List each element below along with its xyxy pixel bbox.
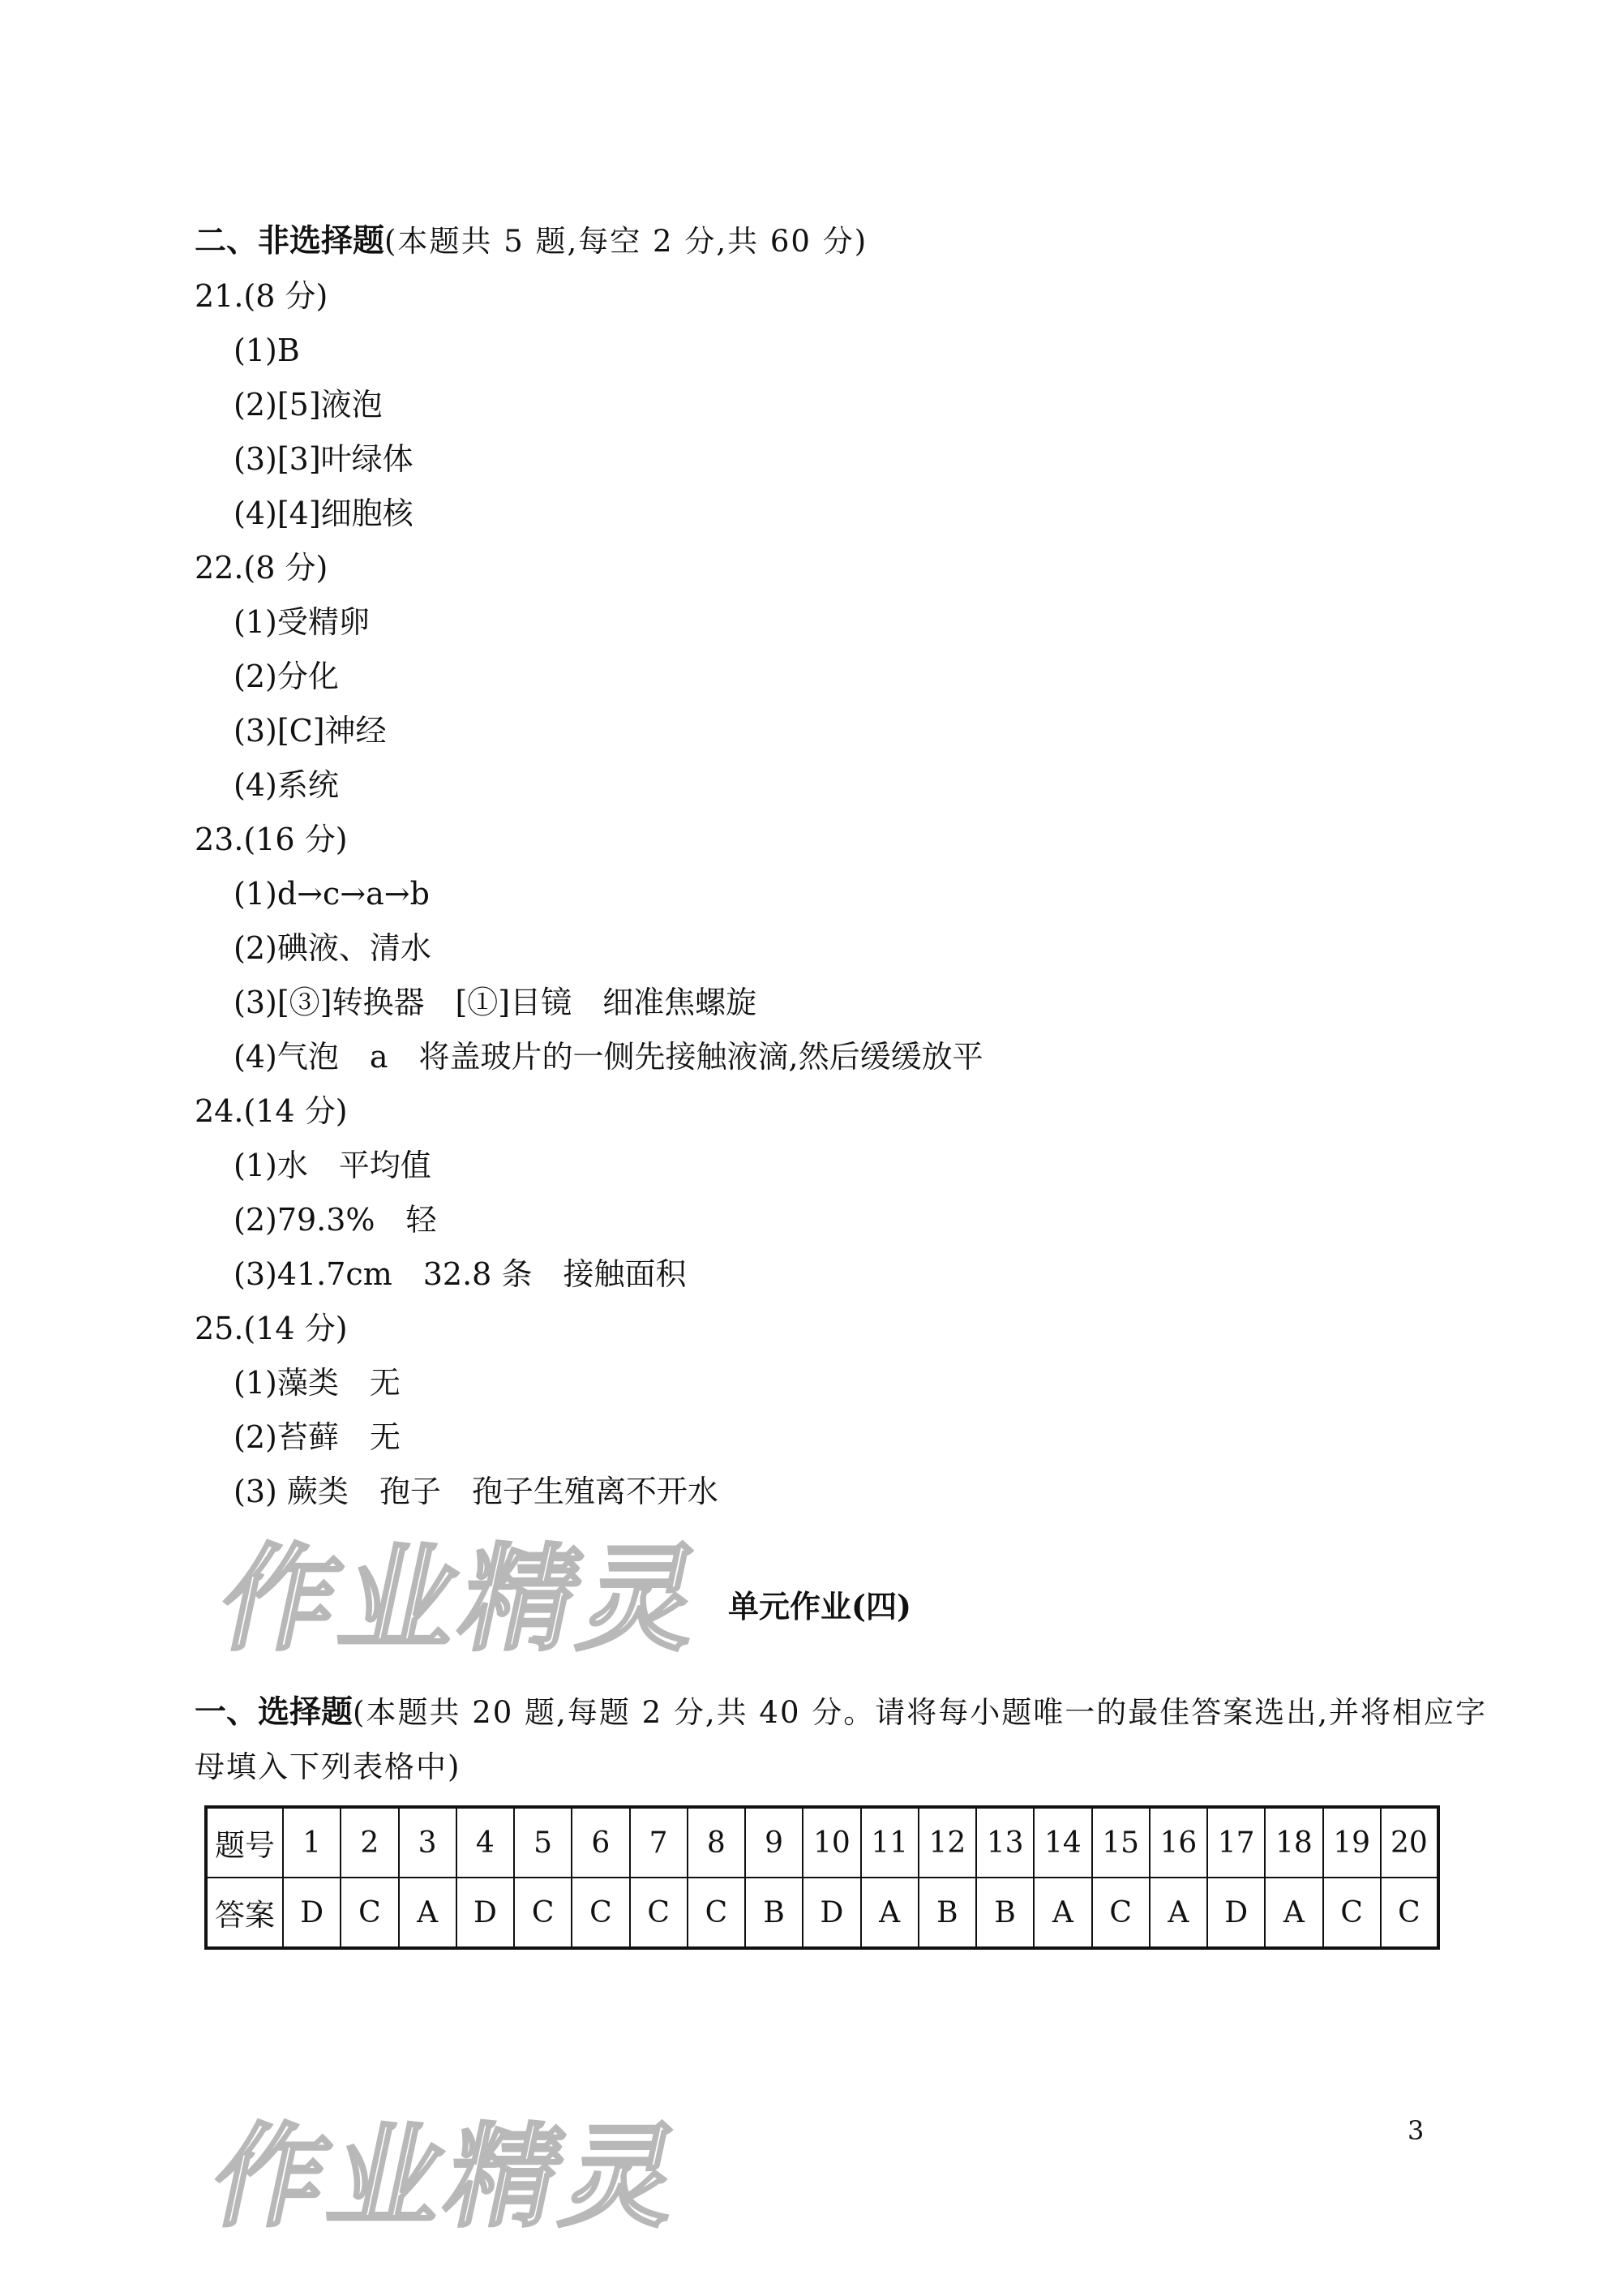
answer-line: (1)藻类 无: [234, 1365, 401, 1401]
section2-heading: [195, 221, 868, 262]
table-cell: A: [1265, 1878, 1322, 1948]
answer-line: (3) 蕨类 孢子 孢子生殖离不开水: [234, 1474, 718, 1509]
answer-line: (2)[5]液泡: [234, 387, 383, 423]
answer-line: (1)水 平均值: [234, 1148, 431, 1183]
table-cell: C: [1092, 1878, 1150, 1948]
section1-title: 一、选择题: [195, 1693, 354, 1731]
table-cell: C: [572, 1878, 629, 1948]
table-cell: 12: [919, 1807, 976, 1878]
answer-line: (2)79.3% 轻: [234, 1202, 437, 1238]
answer-line: (2)碘液、清水: [234, 930, 431, 966]
question-head: 22.(8 分): [195, 550, 328, 586]
answer-line: (1)B: [234, 333, 300, 368]
table-cell: C: [341, 1878, 398, 1948]
answer-line: (4)系统: [234, 767, 339, 803]
table-row-answers: [206, 1878, 1438, 1948]
table-cell: 4: [456, 1807, 514, 1878]
answer-line: (2)苔藓 无: [234, 1419, 401, 1455]
table-cell: C: [1323, 1878, 1381, 1948]
table-cell: 2: [341, 1807, 398, 1878]
table-cell: 3: [399, 1807, 456, 1878]
section2-title: 二、非选择题: [195, 222, 385, 260]
answer-line: (4)气泡 a 将盖玻片的一侧先接触液滴,然后缓缓放平: [234, 1039, 983, 1075]
table-cell: 11: [861, 1807, 919, 1878]
table-cell: 13: [976, 1807, 1034, 1878]
answer-line: (3)[C]神经: [234, 713, 387, 749]
table-cell: A: [1034, 1878, 1091, 1948]
table-cell: D: [803, 1878, 860, 1948]
table-cell: 15: [1092, 1807, 1150, 1878]
table-cell: 8: [688, 1807, 745, 1878]
question-head: 21.(8 分): [195, 278, 328, 314]
table-cell: 17: [1207, 1807, 1265, 1878]
table-cell: A: [1150, 1878, 1207, 1948]
table-cell: B: [745, 1878, 803, 1948]
unit-title: 单元作业(四): [728, 1588, 911, 1624]
row-label: 题号: [206, 1807, 283, 1878]
table-cell: 20: [1381, 1807, 1438, 1878]
question-head: 24.(14 分): [195, 1093, 348, 1129]
answer-line: (1)受精卵: [234, 604, 370, 640]
table-cell: B: [919, 1878, 976, 1948]
table-cell: 9: [745, 1807, 803, 1878]
table-cell: 5: [514, 1807, 572, 1878]
table-cell: 19: [1323, 1807, 1381, 1878]
table-cell: 1: [283, 1807, 341, 1878]
table-row-numbers: [206, 1807, 1438, 1878]
question-head: 23.(16 分): [195, 822, 348, 857]
section2-desc: (本题共 5 题,每空 2 分,共 60 分): [384, 224, 868, 259]
section1-desc: (本题共 20 题,每题 2 分,共 40 分。请将每小题唯一的最佳答案选出,并将相应字: [353, 1695, 1488, 1730]
answer-line: (3)41.7cm 32.8 条 接触面积: [234, 1256, 687, 1292]
table-cell: C: [1381, 1878, 1438, 1948]
watermark-bottom: 作业精灵: [201, 2112, 696, 2243]
answer-line: (3)[3]叶绿体: [234, 441, 413, 477]
table-cell: D: [283, 1878, 341, 1948]
table-cell: 16: [1150, 1807, 1207, 1878]
section1-heading: [195, 1692, 1487, 1733]
table-cell: D: [1207, 1878, 1265, 1948]
table-cell: C: [630, 1878, 688, 1948]
answer-line: (2)分化: [234, 659, 339, 694]
row-label: 答案: [206, 1878, 283, 1948]
table-cell: 10: [803, 1807, 860, 1878]
table-cell: A: [861, 1878, 919, 1948]
table-cell: B: [976, 1878, 1034, 1948]
section1-desc-cont: 母填入下列表格中): [195, 1749, 461, 1784]
page-number: 3: [1408, 2115, 1425, 2146]
answer-line: (3)[③]转换器 [①]目镜 细准焦螺旋: [234, 985, 757, 1020]
answer-line: (1)d→c→a→b: [234, 876, 430, 912]
answer-line: (4)[4]细胞核: [234, 496, 413, 531]
table-cell: 14: [1034, 1807, 1091, 1878]
table-cell: C: [688, 1878, 745, 1948]
table-cell: 6: [572, 1807, 629, 1878]
table-cell: C: [514, 1878, 572, 1948]
answer-table: [204, 1805, 1440, 1950]
table-cell: 7: [630, 1807, 688, 1878]
table-cell: A: [399, 1878, 456, 1948]
question-head: 25.(14 分): [195, 1311, 348, 1346]
watermark-top: 作业精灵: [208, 1533, 718, 1667]
table-cell: 18: [1265, 1807, 1322, 1878]
table-cell: D: [456, 1878, 514, 1948]
